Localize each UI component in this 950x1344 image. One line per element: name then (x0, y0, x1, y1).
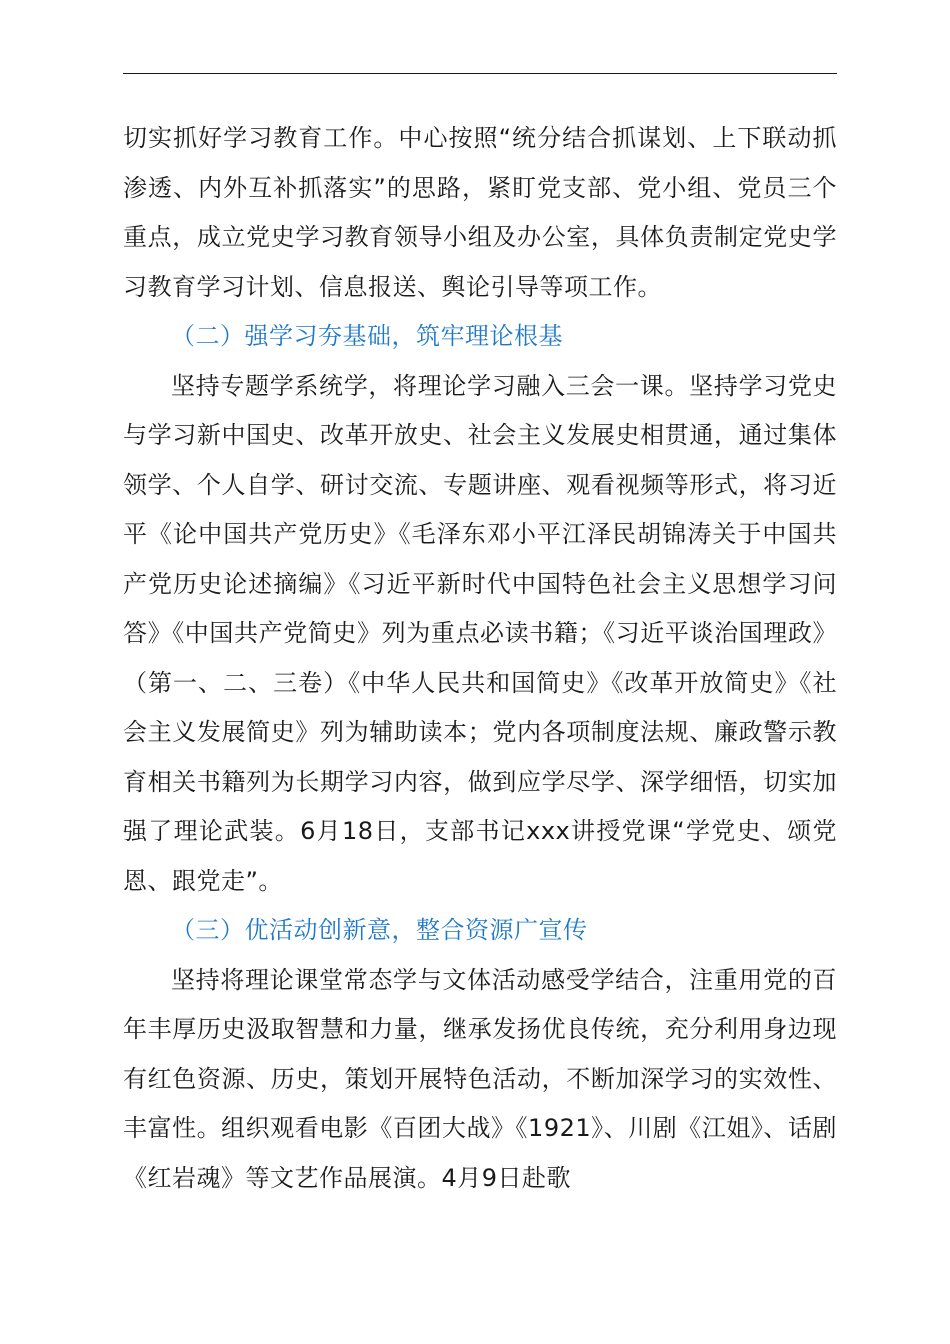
paragraph-theory-study: 坚持专题学系统学，将理论学习融入三会一课。坚持学习党史与学习新中国史、改革开放史、社会主义发展史相贯通，通过集体领学、个人自学、研讨交流、专题讲座、观看视频等形式，将习近平《论中国共产党历史》《毛泽东邓小平江泽民胡锦涛关于中国共产党历史论述摘编》《习近平新时代中国特色社会主义思想学习问答》《中国共产党简史》列为重点必读书籍；《习近平谈治国理政》（第一、二、三卷）《中华人民共和国简史》《改革开放简史》《社会主义发展简史》列为辅助读本；党内各项制度法规、廉政警示教育相关书籍列为长期学习内容，做到应学尽学、深学细悟，切实加强了理论武装。6月18日，支部书记xxx讲授党课“学党史、颂党恩、跟党走”。 (123, 371, 837, 895)
section-heading-2: （二）强学习夯基础，筑牢理论根基 (171, 322, 563, 350)
paragraph-learning-work: 切实抓好学习教育工作。中心按照“统分结合抓谋划、上下联动抓渗透、内外互补抓落实”的思路，紧盯党支部、党小组、党员三个重点，成立党史学习教育领导小组及办公室，具体负责制定党史学习教育学习计划、信息报送、舆论引导等项工作。 (123, 124, 837, 301)
paragraph-activities: 坚持将理论课堂常态学与文体活动感受学结合，注重用党的百年丰厚历史汲取智慧和力量，继承发扬优良传统，充分利用身边现有红色资源、历史，策划开展特色活动，不断加深学习的实效性、丰富性。组织观看电影《百团大战》《1921》、川剧《江姐》、话剧《红岩魂》等文艺作品展演。4月9日赴歌 (123, 965, 837, 1192)
header-rule (123, 73, 837, 74)
section-heading-3: （三）优活动创新意，整合资源广宣传 (171, 916, 588, 944)
document-body (123, 114, 837, 1203)
